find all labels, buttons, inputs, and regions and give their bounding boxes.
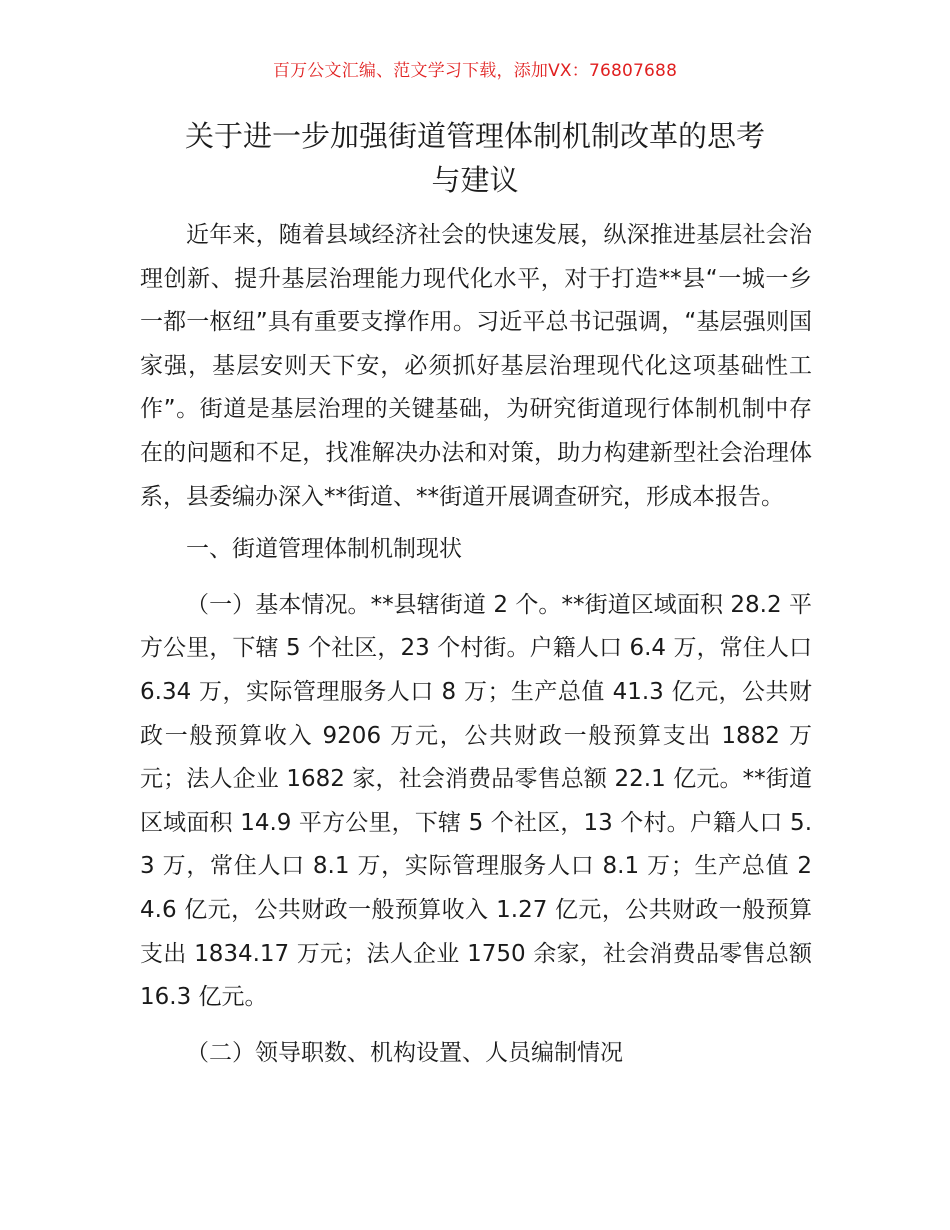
watermark-banner: 百万公文汇编、范文学习下载，添加VX：76807688 xyxy=(272,61,678,81)
document-title xyxy=(140,114,810,202)
intro-paragraph: 近年来，随着县域经济社会的快速发展，纵深推进基层社会治理创新、提升基层治理能力现代化水平，对于打造**县“一城一乡一都一枢纽”具有重要支撑作用。习近平总书记强调，“基层强则国家强，基层安则天下安，必须抓好基层治理现代化这项基础性工作”。街道是基层治理的关键基础，为研究街道现行体制机制中存在的问题和不足，找准解决办法和对策，助力构建新型社会治理体系，县委编办深入**街道、**街道开展调查研究，形成本报告。 xyxy=(140,222,812,510)
section-1-1-paragraph: （一）基本情况。**县辖街道 2 个。**街道区域面积 28.2 平方公里，下辖 5 个社区，23 个村街。户籍人口 6.4 万，常住人口 6.34 万，实际管理服务人口 8 万；生产总值 41.3 亿元，公共财政一般预算收入 9206 万元，公共财政一般预算支出 1882 万元；法人企业 1682 家，社会消费品零售总额 22.1 亿元。**街道区域面积 14.9 平方公里，下辖 5 个社区，13 个村。户籍人口 5.3 万，常住人口 8.1 万，实际管理服务人口 8.1 万；生产总值 24.6 亿元，公共财政一般预算收入 1.27 亿元，公共财政一般预算支出 1834.17 万元；法人企业 1750 余家，社会消费品零售总额 16.3 亿元。 xyxy=(140,591,812,1011)
document-body xyxy=(140,214,812,1075)
section-1-heading: 一、街道管理体制机制现状 xyxy=(186,536,462,563)
title-line-2: 与建议 xyxy=(431,163,519,197)
title-line-1: 关于进一步加强街道管理体制机制改革的思考 xyxy=(184,119,765,153)
section-1-2-heading: （二）领导职数、机构设置、人员编制情况 xyxy=(186,1039,623,1066)
